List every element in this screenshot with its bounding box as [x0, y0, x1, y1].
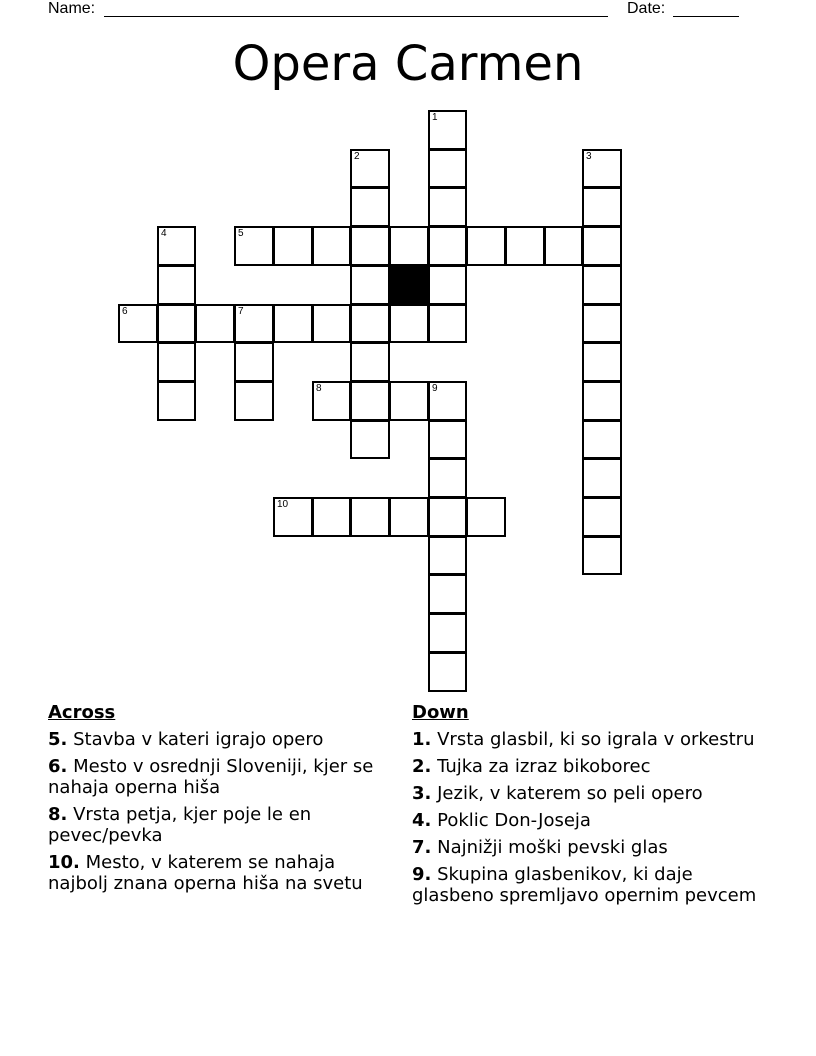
crossword-cell[interactable]: [234, 226, 274, 266]
crossword-cell[interactable]: [234, 381, 274, 421]
crossword-cell[interactable]: [350, 187, 390, 227]
across-clue: [48, 756, 400, 798]
clue-text: Jezik, v katerem so peli opero: [437, 783, 703, 804]
down-clue: [412, 864, 757, 906]
name-label: Name:: [48, 0, 96, 17]
crossword-cell[interactable]: [389, 497, 429, 537]
name-line: [104, 16, 608, 17]
crossword-cell[interactable]: [312, 226, 351, 266]
clue-number: 8.: [48, 804, 68, 825]
crossword-grid: [118, 110, 628, 694]
crossword-cell[interactable]: [157, 265, 196, 305]
crossword-cell[interactable]: [273, 226, 313, 266]
across-clue: [48, 729, 400, 750]
clue-number: 9.: [412, 864, 432, 885]
clue-text: Tujka za izraz bikoborec: [437, 756, 651, 777]
crossword-cell[interactable]: [544, 226, 583, 266]
crossword-cell[interactable]: [582, 265, 622, 305]
crossword-cell[interactable]: [350, 265, 390, 305]
clue-number: 7.: [412, 837, 432, 858]
crossword-cell[interactable]: [118, 304, 158, 343]
crossword-cell[interactable]: [157, 342, 196, 382]
crossword-cell[interactable]: [389, 304, 429, 343]
crossword-cell[interactable]: [428, 265, 467, 305]
down-clue: [412, 756, 757, 777]
crossword-cell[interactable]: [582, 342, 622, 382]
clue-text: Vrsta glasbil, ki so igrala v orkestru: [437, 729, 755, 750]
crossword-cell[interactable]: [157, 381, 196, 421]
crossword-cell[interactable]: [312, 381, 351, 421]
clue-number: 5: [238, 228, 244, 239]
clue-text: Vrsta petja, kjer poje le en pevec/pevka: [48, 804, 312, 846]
crossword-cell[interactable]: [582, 536, 622, 575]
crossword-cell[interactable]: [350, 149, 390, 188]
crossword-cell[interactable]: [428, 149, 467, 188]
across-clue: [48, 804, 400, 846]
clue-number: 1: [432, 112, 438, 123]
crossword-cell[interactable]: [350, 381, 390, 421]
clue-text: Najnižji moški pevski glas: [437, 837, 668, 858]
crossword-cell[interactable]: [195, 304, 235, 343]
crossword-cell[interactable]: [428, 613, 467, 653]
across-clue: [48, 852, 400, 894]
crossword-cell[interactable]: [428, 226, 467, 266]
crossword-cell[interactable]: [428, 574, 467, 614]
clue-number: 3.: [412, 783, 432, 804]
crossword-cell[interactable]: [582, 497, 622, 537]
crossword-cell[interactable]: [428, 420, 467, 459]
clue-number: 10: [277, 499, 289, 510]
crossword-cell[interactable]: [582, 458, 622, 498]
clue-number: 2.: [412, 756, 432, 777]
down-heading: Down: [412, 702, 469, 723]
crossword-cell[interactable]: [466, 226, 506, 266]
date-line: [673, 16, 739, 17]
clue-number: 1.: [412, 729, 432, 750]
clue-number: 9: [432, 383, 438, 394]
crossword-cell[interactable]: [428, 652, 467, 692]
clue-number: 4: [161, 228, 167, 239]
across-clues: [48, 702, 400, 900]
crossword-cell[interactable]: [312, 304, 351, 343]
down-clue: [412, 783, 757, 804]
crossword-cell[interactable]: [312, 497, 351, 537]
crossword-cell[interactable]: [350, 226, 390, 266]
crossword-cell[interactable]: [389, 381, 429, 421]
clue-text: Skupina glasbenikov, ki daje glasbeno spremljavo opernim pevcem: [412, 864, 757, 906]
crossword-cell[interactable]: [234, 304, 274, 343]
clue-text: Stavba v kateri igrajo opero: [73, 729, 324, 750]
black-square: [389, 265, 429, 305]
clue-number: 5.: [48, 729, 68, 750]
crossword-cell[interactable]: [157, 304, 196, 343]
crossword-cell[interactable]: [389, 226, 429, 266]
crossword-cell[interactable]: [350, 342, 390, 382]
crossword-cell[interactable]: [428, 536, 467, 575]
crossword-cell[interactable]: [234, 342, 274, 382]
crossword-cell[interactable]: [428, 458, 467, 498]
crossword-cell[interactable]: [350, 420, 390, 459]
crossword-cell[interactable]: [350, 497, 390, 537]
crossword-cell[interactable]: [428, 304, 467, 343]
crossword-cell[interactable]: [428, 381, 467, 421]
clue-number: 6: [122, 306, 128, 317]
clue-number: 4.: [412, 810, 432, 831]
page-title: Opera Carmen: [232, 36, 584, 92]
across-heading: Across: [48, 702, 116, 723]
down-clue: [412, 729, 757, 750]
crossword-cell[interactable]: [273, 304, 313, 343]
crossword-cell[interactable]: [582, 381, 622, 421]
crossword-cell[interactable]: [157, 226, 196, 266]
crossword-cell[interactable]: [350, 304, 390, 343]
clue-number: 10.: [48, 852, 80, 873]
down-clues: [412, 702, 757, 912]
crossword-cell[interactable]: [273, 497, 313, 537]
crossword-cell[interactable]: [428, 110, 467, 150]
clue-number: 3: [586, 151, 592, 162]
crossword-cell[interactable]: [582, 304, 622, 343]
crossword-cell[interactable]: [582, 149, 622, 188]
crossword-cell[interactable]: [582, 420, 622, 459]
crossword-cell[interactable]: [466, 497, 506, 537]
down-clue: [412, 810, 757, 831]
clue-number: 6.: [48, 756, 68, 777]
clue-text: Mesto, v katerem se nahaja najbolj znana operna hiša na svetu: [48, 852, 363, 894]
crossword-cell[interactable]: [582, 226, 622, 266]
down-clue: [412, 837, 757, 858]
clue-number: 2: [354, 151, 360, 162]
clue-number: 8: [316, 383, 322, 394]
crossword-cell[interactable]: [428, 187, 467, 227]
clue-text: Poklic Don-Joseja: [437, 810, 591, 831]
clue-number: 7: [238, 306, 244, 317]
crossword-cell[interactable]: [505, 226, 545, 266]
date-label: Date:: [627, 0, 666, 17]
crossword-cell[interactable]: [428, 497, 467, 537]
header-row: [48, 0, 748, 20]
clue-text: Mesto v osrednji Sloveniji, kjer se nahaja operna hiša: [48, 756, 374, 798]
crossword-cell[interactable]: [582, 187, 622, 227]
